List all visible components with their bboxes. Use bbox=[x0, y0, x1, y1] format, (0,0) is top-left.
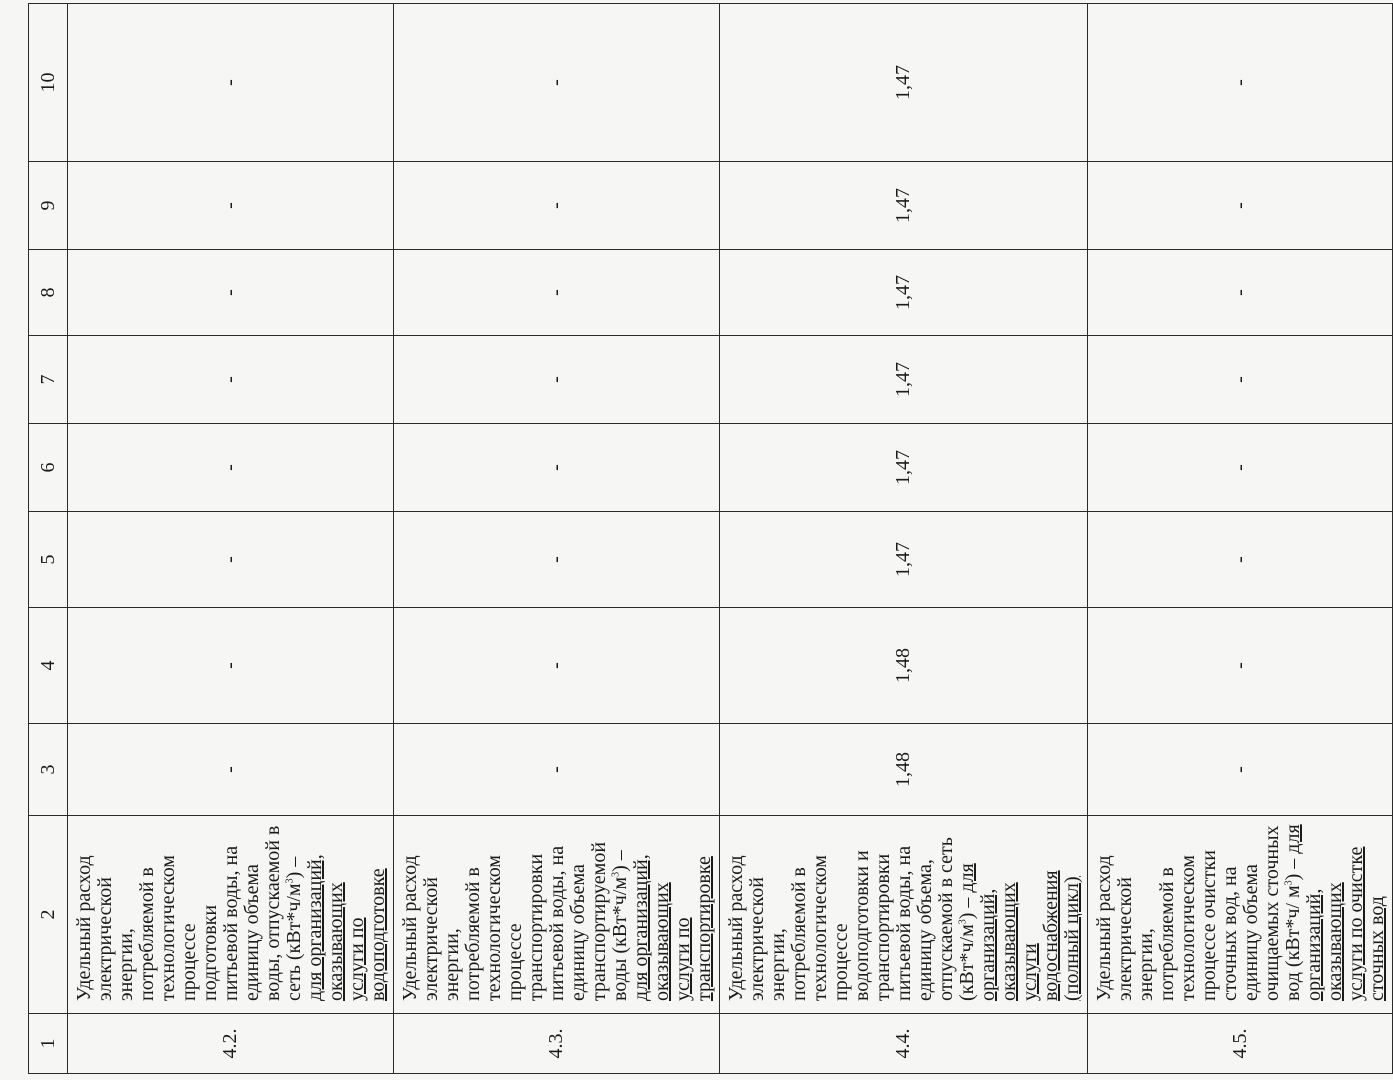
header-cell: 7 bbox=[29, 336, 68, 424]
table-row bbox=[720, 4, 1088, 1074]
header-cell: 9 bbox=[29, 162, 68, 250]
header-cell: 2 bbox=[29, 816, 68, 1014]
header-cell: 8 bbox=[29, 250, 68, 336]
value-cell: 1,47 bbox=[720, 336, 1088, 424]
value-cell: - bbox=[1088, 4, 1393, 162]
header-cell: 6 bbox=[29, 424, 68, 512]
header-cell: 1 bbox=[29, 1014, 68, 1074]
indicator-description: Удельный расход электрической энергии, потребляемой в технологическом процессе водоподготовки и транспортировки питьевой воды, на единицу объема, отпускаемой в сеть $(кВт*ч/м^3)$ – для организаций, оказывающих услуги водоснабжения (полный цикл) bbox=[720, 816, 1088, 1014]
value-cell: 1,47 bbox=[720, 250, 1088, 336]
value-cell: - bbox=[394, 162, 720, 250]
value-cell: 1,48 bbox=[720, 724, 1088, 816]
value-cell: - bbox=[68, 336, 394, 424]
value-cell: - bbox=[394, 608, 720, 724]
value-cell: - bbox=[68, 608, 394, 724]
row-number: 4.4. bbox=[720, 1014, 1088, 1074]
header-cell: 5 bbox=[29, 512, 68, 608]
table-row bbox=[68, 4, 394, 1074]
value-cell: - bbox=[1088, 162, 1393, 250]
row-number: 4.2. bbox=[68, 1014, 394, 1074]
value-cell: - bbox=[68, 162, 394, 250]
value-cell: 1,47 bbox=[720, 162, 1088, 250]
header-cell: 3 bbox=[29, 724, 68, 816]
value-cell: - bbox=[394, 4, 720, 162]
header-row bbox=[29, 4, 68, 1074]
indicator-description: Удельный расход электрической энергии, потребляемой в технологическом процессе транспортировки питьевой воды, на единицу объема транспортируемой воды $(кВт*ч/м^3)$ – для организаций, оказывающих услуги по транспортировке bbox=[394, 816, 720, 1014]
value-cell: - bbox=[68, 724, 394, 816]
value-cell: - bbox=[394, 424, 720, 512]
value-cell: - bbox=[394, 336, 720, 424]
table-row bbox=[394, 4, 720, 1074]
value-cell: - bbox=[68, 250, 394, 336]
value-cell: - bbox=[68, 4, 394, 162]
value-cell: - bbox=[1088, 608, 1393, 724]
value-cell: - bbox=[68, 512, 394, 608]
value-cell: - bbox=[394, 250, 720, 336]
value-cell: - bbox=[1088, 724, 1393, 816]
value-cell: 1,47 bbox=[720, 512, 1088, 608]
value-cell: - bbox=[68, 424, 394, 512]
indicator-description: Удельный расход электрической энергии, потребляемой в технологическом процессе очистки сточных вод, на единицу объема очищаемых сточных вод (кВт*ч/ $м^3$) – для организаций, оказывающих услуги по очистке сточных вод bbox=[1088, 816, 1393, 1014]
value-cell: - bbox=[1088, 250, 1393, 336]
value-cell: 1,48 bbox=[720, 608, 1088, 724]
row-number: 4.3. bbox=[394, 1014, 720, 1074]
value-cell: - bbox=[1088, 512, 1393, 608]
value-cell: - bbox=[1088, 424, 1393, 512]
value-cell: - bbox=[1088, 336, 1393, 424]
header-cell: 10 bbox=[29, 4, 68, 162]
value-cell: 1,47 bbox=[720, 424, 1088, 512]
indicator-description: Удельный расход электрической энергии, потребляемой в технологическом процессе подготовки питьевой воды, на единицу объема воды, отпускаемой в сеть $(кВт*ч/м^3)$ – для организаций, оказывающих услуги по водоподготовке bbox=[68, 816, 394, 1014]
indicators-table bbox=[28, 3, 1393, 1074]
value-cell: - bbox=[394, 512, 720, 608]
value-cell: - bbox=[394, 724, 720, 816]
value-cell: 1,47 bbox=[720, 4, 1088, 162]
table-row bbox=[1088, 4, 1393, 1074]
header-cell: 4 bbox=[29, 608, 68, 724]
row-number: 4.5. bbox=[1088, 1014, 1393, 1074]
